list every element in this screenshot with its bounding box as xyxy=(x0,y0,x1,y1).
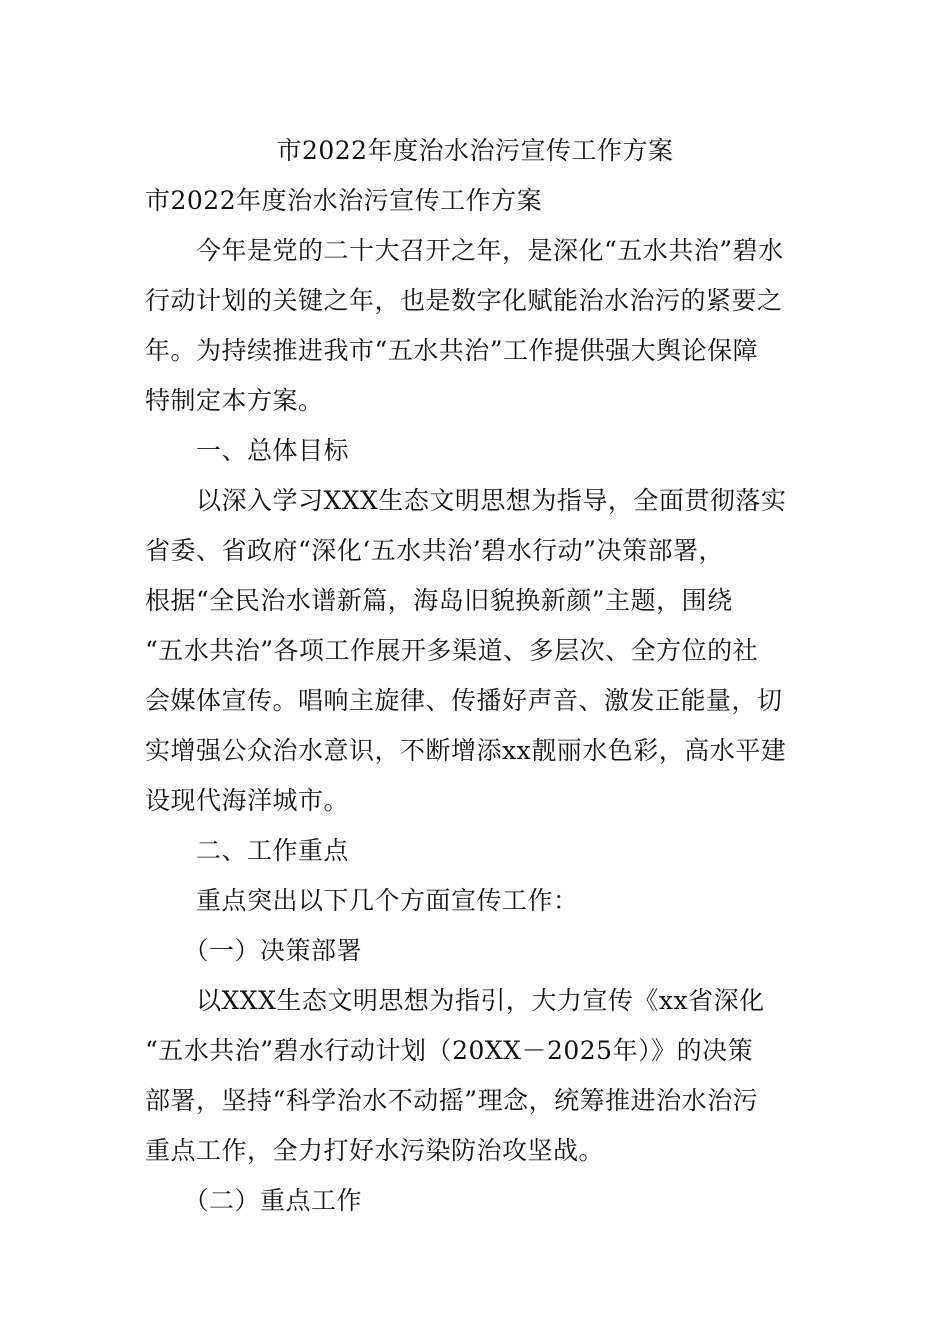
document-title: 市2022年度治水治污宣传工作方案 xyxy=(276,136,674,165)
paragraph-line: 会媒体宣传。唱响主旋律、传播好声音、激发正能量，切 xyxy=(145,686,783,715)
paragraph-line: 设现代海洋城市。 xyxy=(145,786,350,815)
section-heading: 二、工作重点 xyxy=(145,836,350,865)
paragraph-line: 重点突出以下几个方面宣传工作： xyxy=(145,886,579,915)
paragraph-line: 今年是党的二十大召开之年，是深化“五水共治”碧水 xyxy=(145,236,784,265)
paragraph-line: 行动计划的关键之年，也是数字化赋能治水治污的紧要之 xyxy=(145,286,783,315)
paragraph-line: 以深入学习XXX生态文明思想为指导，全面贯彻落实 xyxy=(145,486,787,515)
paragraph-line: 实增强公众治水意识，不断增添xx靓丽水色彩，高水平建 xyxy=(145,736,787,765)
subsection-heading: （二）重点工作 xyxy=(145,1186,363,1215)
paragraph-line: 省委、省政府“深化‘五水共治’碧水行动”决策部署， xyxy=(145,536,724,565)
paragraph-line: “五水共治”各项工作展开多渠道、多层次、全方位的社 xyxy=(145,636,759,665)
paragraph-line: 根据“全民治水谱新篇，海岛旧貌换新颜”主题，围绕 xyxy=(145,586,733,615)
subtitle-line: 市2022年度治水治污宣传工作方案 xyxy=(145,186,543,215)
paragraph-line: “五水共治”碧水行动计划（20XX－2025年）》的决策 xyxy=(145,1036,754,1065)
subsection-heading: （一）决策部署 xyxy=(145,936,363,965)
paragraph-line: 特制定本方案。 xyxy=(145,386,324,415)
section-heading: 一、总体目标 xyxy=(145,436,350,465)
paragraph-line: 重点工作，全力打好水污染防治攻坚战。 xyxy=(145,1136,605,1165)
paragraph-line: 部署，坚持“科学治水不动摇”理念，统筹推进治水治污 xyxy=(145,1086,759,1115)
paragraph-line: 以XXX生态文明思想为指引，大力宣传《xx省深化 xyxy=(145,986,765,1015)
paragraph-line: 年。为持续推进我市“五水共治”工作提供强大舆论保障 xyxy=(145,336,759,365)
